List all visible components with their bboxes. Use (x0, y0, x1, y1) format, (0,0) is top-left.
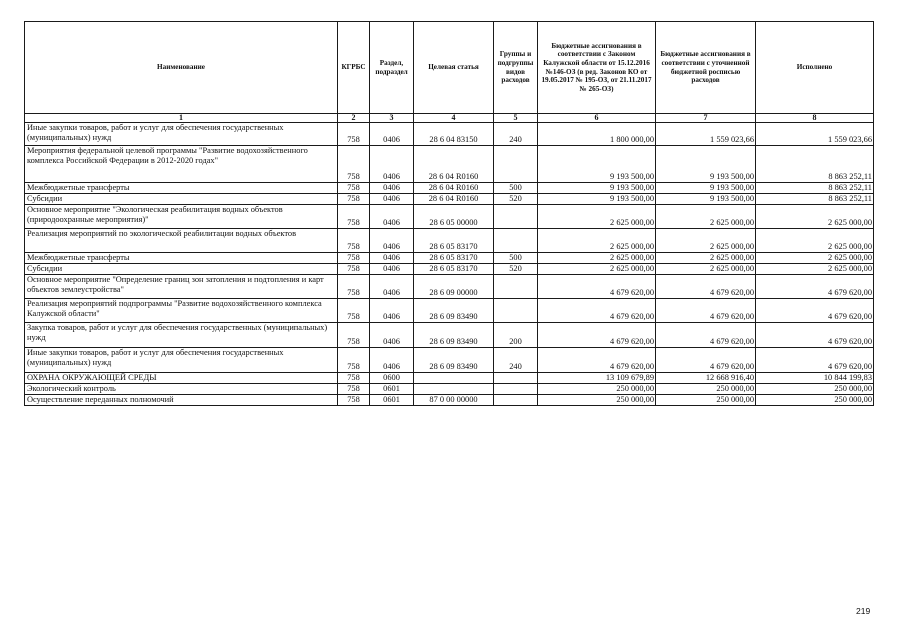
row-group (494, 146, 538, 183)
budget-report-sheet (24, 21, 873, 406)
budget-table (24, 21, 874, 406)
row-target: 28 6 04 83150 (414, 123, 494, 146)
row-assign-list: 250 000,00 (656, 384, 756, 395)
row-assign-law: 250 000,00 (538, 384, 656, 395)
row-kgrbs: 758 (338, 395, 370, 406)
row-name: Иные закупки товаров, работ и услуг для обеспечения государственных (муниципальных) нужд (25, 348, 338, 373)
row-section: 0406 (370, 348, 414, 373)
row-name: ОХРАНА ОКРУЖАЮЩЕЙ СРЕДЫ (25, 373, 338, 384)
header-section: Раздел, подраздел (370, 22, 414, 114)
row-assign-law: 9 193 500,00 (538, 194, 656, 205)
row-executed: 2 625 000,00 (756, 253, 874, 264)
row-executed: 4 679 620,00 (756, 348, 874, 373)
row-kgrbs: 758 (338, 275, 370, 299)
row-section: 0601 (370, 384, 414, 395)
row-group: 500 (494, 253, 538, 264)
table-row (25, 123, 874, 146)
header-groups: Группы и подгруппы видов расходов (494, 22, 538, 114)
row-group (494, 384, 538, 395)
row-group: 240 (494, 123, 538, 146)
table-row (25, 253, 874, 264)
row-assign-law: 13 109 679,89 (538, 373, 656, 384)
row-assign-law: 1 800 000,00 (538, 123, 656, 146)
row-kgrbs: 758 (338, 146, 370, 183)
row-executed: 1 559 023,66 (756, 123, 874, 146)
table-row (25, 205, 874, 229)
row-group (494, 205, 538, 229)
row-kgrbs: 758 (338, 253, 370, 264)
table-row (25, 373, 874, 384)
row-executed: 2 625 000,00 (756, 205, 874, 229)
table-row (25, 323, 874, 348)
row-kgrbs: 758 (338, 205, 370, 229)
row-kgrbs: 758 (338, 264, 370, 275)
row-group: 500 (494, 183, 538, 194)
header-kgrbs: КГРБС (338, 22, 370, 114)
row-target: 28 6 05 83170 (414, 264, 494, 275)
table-row (25, 229, 874, 253)
row-group (494, 229, 538, 253)
table-row (25, 194, 874, 205)
column-number: 2 (338, 114, 370, 123)
row-name: Основное мероприятие "Определение границ зон затопления и подтопления и карт объектов землеустройства" (25, 275, 338, 299)
row-kgrbs: 758 (338, 384, 370, 395)
row-assign-list: 4 679 620,00 (656, 323, 756, 348)
row-executed: 2 625 000,00 (756, 229, 874, 253)
row-section: 0600 (370, 373, 414, 384)
row-target: 28 6 09 00000 (414, 275, 494, 299)
table-row (25, 348, 874, 373)
row-kgrbs: 758 (338, 229, 370, 253)
row-assign-list: 2 625 000,00 (656, 205, 756, 229)
row-section: 0406 (370, 146, 414, 183)
row-assign-list: 9 193 500,00 (656, 183, 756, 194)
table-row (25, 299, 874, 323)
row-executed: 250 000,00 (756, 395, 874, 406)
table-row (25, 264, 874, 275)
row-group (494, 299, 538, 323)
row-section: 0406 (370, 229, 414, 253)
row-assign-list: 4 679 620,00 (656, 275, 756, 299)
row-assign-law: 250 000,00 (538, 395, 656, 406)
row-assign-law: 2 625 000,00 (538, 264, 656, 275)
row-section: 0406 (370, 275, 414, 299)
row-section: 0406 (370, 194, 414, 205)
header-target: Целевая статья (414, 22, 494, 114)
row-executed: 8 863 252,11 (756, 183, 874, 194)
row-assign-list: 2 625 000,00 (656, 253, 756, 264)
row-target (414, 373, 494, 384)
row-assign-list: 1 559 023,66 (656, 123, 756, 146)
row-target: 87 0 00 00000 (414, 395, 494, 406)
row-assign-list: 250 000,00 (656, 395, 756, 406)
row-kgrbs: 758 (338, 373, 370, 384)
row-name: Реализация мероприятий по экологической реабилитации водных объектов (25, 229, 338, 253)
row-section: 0406 (370, 183, 414, 194)
row-assign-list: 9 193 500,00 (656, 146, 756, 183)
row-assign-law: 2 625 000,00 (538, 253, 656, 264)
table-body (25, 123, 874, 406)
column-number: 8 (756, 114, 874, 123)
row-assign-law: 4 679 620,00 (538, 323, 656, 348)
row-section: 0406 (370, 299, 414, 323)
row-target: 28 6 05 83170 (414, 253, 494, 264)
column-number: 1 (25, 114, 338, 123)
row-name: Межбюджетные трансферты (25, 183, 338, 194)
header-assign-law: Бюджетные ассигнования в соответствии с Законом Калужской области от 15.12.2016 №146-ОЗ (в ред. Законов КО от 19.05.2017 № 195-ОЗ, от 21.11.2017 № 265-ОЗ) (538, 22, 656, 114)
row-name: Субсидии (25, 264, 338, 275)
row-target: 28 6 04 R0160 (414, 146, 494, 183)
page-number: 219 (856, 606, 871, 616)
row-executed: 4 679 620,00 (756, 299, 874, 323)
row-kgrbs: 758 (338, 123, 370, 146)
row-kgrbs: 758 (338, 194, 370, 205)
row-group (494, 275, 538, 299)
column-number: 4 (414, 114, 494, 123)
row-target (414, 384, 494, 395)
row-name: Иные закупки товаров, работ и услуг для обеспечения государственных (муниципальных) нужд (25, 123, 338, 146)
table-row (25, 183, 874, 194)
row-executed: 2 625 000,00 (756, 264, 874, 275)
row-section: 0406 (370, 123, 414, 146)
row-kgrbs: 758 (338, 183, 370, 194)
row-name: Основное мероприятие "Экологическая реабилитация водных объектов (природоохранные мероприятия)" (25, 205, 338, 229)
row-name: Межбюджетные трансферты (25, 253, 338, 264)
row-name: Субсидии (25, 194, 338, 205)
row-section: 0406 (370, 253, 414, 264)
row-group: 520 (494, 194, 538, 205)
row-assign-law: 4 679 620,00 (538, 299, 656, 323)
row-executed: 8 863 252,11 (756, 194, 874, 205)
row-assign-list: 12 668 916,40 (656, 373, 756, 384)
row-assign-list: 9 193 500,00 (656, 194, 756, 205)
table-row (25, 146, 874, 183)
row-section: 0406 (370, 323, 414, 348)
row-assign-law: 2 625 000,00 (538, 229, 656, 253)
row-assign-list: 4 679 620,00 (656, 348, 756, 373)
row-executed: 4 679 620,00 (756, 275, 874, 299)
row-group: 200 (494, 323, 538, 348)
row-executed: 4 679 620,00 (756, 323, 874, 348)
row-section: 0601 (370, 395, 414, 406)
row-name: Экологический контроль (25, 384, 338, 395)
row-assign-law: 9 193 500,00 (538, 146, 656, 183)
row-kgrbs: 758 (338, 323, 370, 348)
row-target: 28 6 09 83490 (414, 323, 494, 348)
table-row (25, 395, 874, 406)
column-number: 7 (656, 114, 756, 123)
row-executed: 10 844 199,83 (756, 373, 874, 384)
table-row (25, 384, 874, 395)
row-target: 28 6 09 83490 (414, 348, 494, 373)
row-assign-list: 2 625 000,00 (656, 229, 756, 253)
row-group (494, 373, 538, 384)
row-assign-list: 2 625 000,00 (656, 264, 756, 275)
row-name: Осуществление переданных полномочий (25, 395, 338, 406)
row-assign-list: 4 679 620,00 (656, 299, 756, 323)
row-section: 0406 (370, 205, 414, 229)
row-target: 28 6 05 83170 (414, 229, 494, 253)
row-group (494, 395, 538, 406)
header-executed: Исполнено (756, 22, 874, 114)
column-number: 3 (370, 114, 414, 123)
row-assign-law: 9 193 500,00 (538, 183, 656, 194)
row-name: Закупка товаров, работ и услуг для обеспечения государственных (муниципальных) нужд (25, 323, 338, 348)
row-kgrbs: 758 (338, 299, 370, 323)
row-name: Мероприятия федеральной целевой программы "Развитие водохозяйственного комплекса Российской Федерации в 2012-2020 годах" (25, 146, 338, 183)
column-number: 6 (538, 114, 656, 123)
header-name: Наименование (25, 22, 338, 114)
row-kgrbs: 758 (338, 348, 370, 373)
row-section: 0406 (370, 264, 414, 275)
header-assign-list: Бюджетные ассигнования в соответствии с уточненной бюджетной росписью расходов (656, 22, 756, 114)
row-executed: 8 863 252,11 (756, 146, 874, 183)
table-row (25, 275, 874, 299)
row-target: 28 6 09 83490 (414, 299, 494, 323)
row-name: Реализация мероприятий подпрограммы "Развитие водохозяйственного комплекса Калужской области" (25, 299, 338, 323)
column-number: 5 (494, 114, 538, 123)
row-target: 28 6 05 00000 (414, 205, 494, 229)
row-group: 520 (494, 264, 538, 275)
row-target: 28 6 04 R0160 (414, 194, 494, 205)
row-assign-law: 4 679 620,00 (538, 275, 656, 299)
row-assign-law: 2 625 000,00 (538, 205, 656, 229)
row-executed: 250 000,00 (756, 384, 874, 395)
row-target: 28 6 04 R0160 (414, 183, 494, 194)
row-assign-law: 4 679 620,00 (538, 348, 656, 373)
row-group: 240 (494, 348, 538, 373)
